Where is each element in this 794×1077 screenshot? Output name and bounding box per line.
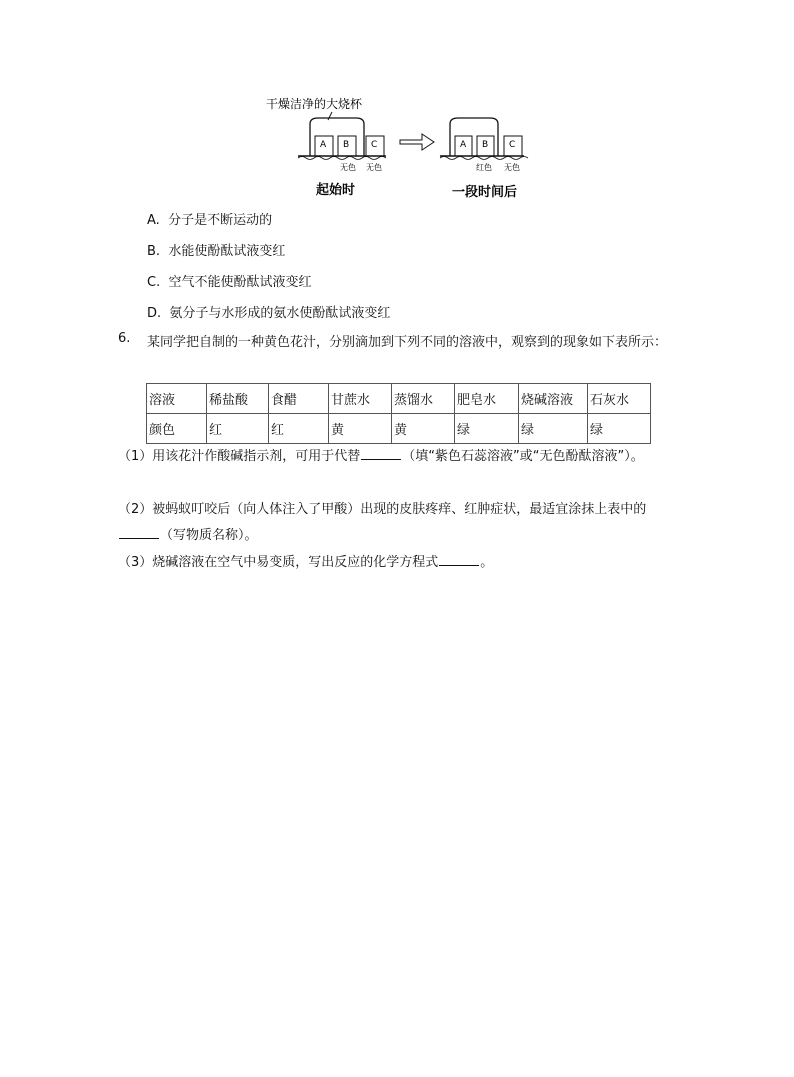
label-c-left: C (371, 140, 378, 150)
label-a-left: A (320, 140, 327, 150)
answer-blank[interactable] (119, 527, 159, 539)
large-beaker-right (450, 118, 498, 156)
table-cell: 蒸馏水 (392, 384, 455, 414)
question-stem: 某同学把自制的一种黄色花汁，分别滴加到下列不同的溶液中，观察到的现象如下表所示： (147, 335, 668, 350)
experiment-figure (262, 94, 542, 206)
option-text: 空气不能使酚酞试液变红 (168, 275, 312, 290)
sub-question-1 (118, 444, 680, 470)
option-d (147, 306, 390, 322)
right-caption: 一段时间后 (452, 185, 518, 200)
sub1-text-a: （1）用该花汁作酸碱指示剂，可用于代替 (118, 449, 361, 464)
label-a-right: A (460, 140, 467, 150)
option-letter: B. (147, 244, 161, 259)
beaker-diagram (262, 94, 542, 206)
indicator-table (146, 383, 651, 444)
table-cell: 黄 (392, 414, 455, 444)
figure-top-label: 干燥洁净的大烧杯 (266, 97, 363, 111)
table-cell: 颜色 (147, 414, 207, 444)
arrow-icon (400, 134, 434, 150)
sub3-text-b: 。 (480, 555, 494, 570)
sub1-text-b: （填“紫色石蕊溶液”或“无色酚酞溶液”）。 (402, 449, 644, 464)
option-c (147, 275, 312, 291)
table-cell: 红 (207, 414, 269, 444)
table-cell: 绿 (519, 414, 588, 444)
sub2-text-b: （写物质名称）。 (160, 528, 258, 543)
right-color-c: 无色 (504, 163, 520, 172)
table-cell: 绿 (588, 414, 651, 444)
sub3-text-a: （3）烧碱溶液在空气中易变质，写出反应的化学方程式 (118, 555, 439, 570)
sub-question-3 (118, 550, 680, 576)
table-cell: 烧碱溶液 (519, 384, 588, 414)
option-text: 水能使酚酞试液变红 (168, 244, 286, 259)
sub2-text-a: （2）被蚂蚁叮咬后（向人体注入了甲酸）出现的皮肤疼痒、红肿症状，最适宜涂抹上表中的 (118, 502, 647, 517)
left-caption: 起始时 (316, 183, 356, 198)
table-cell: 稀盐酸 (207, 384, 269, 414)
table-cell: 食醋 (269, 384, 329, 414)
answer-blank[interactable] (361, 448, 401, 460)
table-cell: 红 (269, 414, 329, 444)
table-cell: 肥皂水 (455, 384, 519, 414)
sub-question-2 (118, 497, 680, 549)
label-b-left: B (343, 140, 350, 150)
option-letter: D. (147, 306, 162, 321)
table-row (147, 384, 651, 414)
table-cell: 绿 (455, 414, 519, 444)
table-cell: 溶液 (147, 384, 207, 414)
option-text: 氨分子与水形成的氨水使酚酞试液变红 (169, 306, 391, 321)
option-b (147, 244, 285, 260)
left-color-c: 无色 (366, 163, 382, 172)
right-color-b: 红色 (476, 163, 492, 172)
table-cell: 甘蔗水 (329, 384, 392, 414)
left-color-b: 无色 (340, 163, 356, 172)
question-number: 6. (118, 331, 131, 346)
option-letter: C. (147, 275, 161, 290)
answer-blank[interactable] (439, 554, 479, 566)
table-cell: 黄 (329, 414, 392, 444)
label-b-right: B (482, 140, 489, 150)
option-text: 分子是不断运动的 (168, 213, 273, 228)
table-row (147, 414, 651, 444)
option-a (147, 213, 272, 229)
option-letter: A. (147, 213, 160, 228)
label-c-right: C (509, 140, 516, 150)
table-cell: 石灰水 (588, 384, 651, 414)
